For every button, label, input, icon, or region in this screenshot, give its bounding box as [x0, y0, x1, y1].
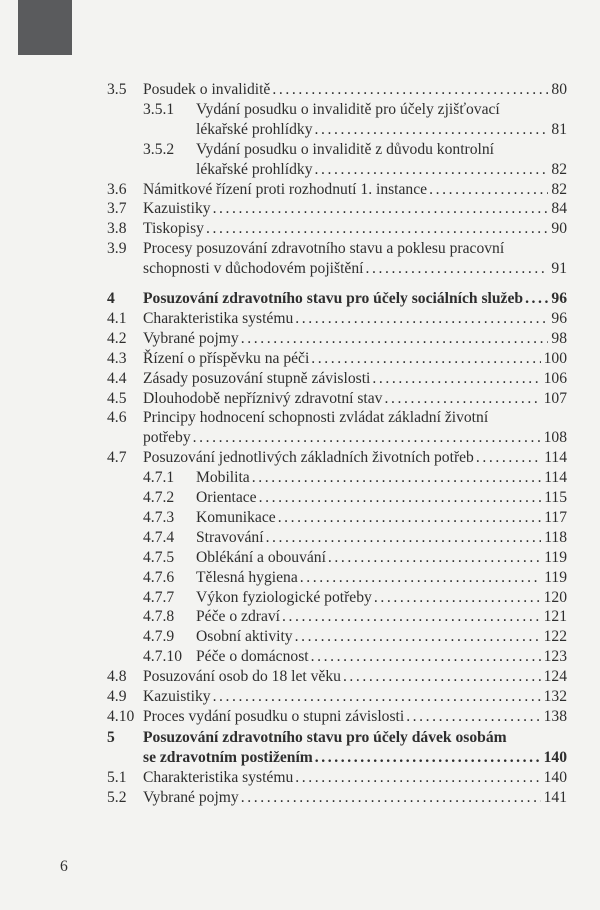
entry-page-number: 96 — [551, 290, 567, 307]
entry-page-number: 82 — [551, 180, 567, 198]
entry-number: 4.6 — [107, 409, 127, 427]
dot-leader — [372, 369, 540, 389]
entry-number: 4.10 — [107, 707, 135, 725]
entry-number: 3.6 — [107, 180, 127, 198]
entry-page-number: 90 — [551, 220, 567, 238]
entry-page-number: 119 — [544, 548, 567, 566]
dot-leader — [241, 329, 549, 349]
entry-title: se zdravotním postižením — [143, 748, 313, 766]
toc-entry — [0, 768, 600, 788]
entry-title: Výkon fyziologické potřeby — [196, 588, 372, 606]
dot-leader — [259, 488, 542, 508]
toc-entry — [0, 329, 600, 349]
entry-title: Zásady posuzování stupně závislosti — [143, 369, 371, 387]
entry-title: Oblékání a obouvání — [196, 548, 326, 566]
dot-leader — [266, 528, 542, 548]
entry-title: Kazuistiky — [143, 200, 211, 218]
dot-leader — [311, 349, 540, 369]
entry-title: Proces vydání posudku o stupni závislosti — [143, 707, 405, 725]
dot-leader — [252, 468, 541, 488]
entry-title: lékařské prohlídky — [196, 120, 313, 138]
entry-number: 4.8 — [107, 668, 127, 686]
page-corner-mark — [18, 0, 72, 55]
toc-entry — [0, 627, 600, 647]
entry-title: Péče o zdraví — [196, 608, 280, 626]
toc-entry — [0, 528, 600, 548]
entry-page-number: 124 — [543, 668, 567, 686]
dot-leader — [343, 667, 541, 687]
entry-title: Posuzování zdravotního stavu pro účely sociálních služeb — [143, 290, 524, 307]
dot-leader — [315, 160, 549, 180]
entry-number: 4.7.6 — [143, 568, 175, 586]
toc-entry — [0, 160, 600, 180]
entry-page-number: 80 — [551, 81, 567, 98]
toc-entry — [0, 180, 600, 200]
entry-number: 4.7.4 — [143, 528, 175, 546]
entry-page-number: 100 — [543, 349, 567, 367]
dot-leader — [295, 768, 540, 788]
dot-leader — [374, 588, 541, 608]
entry-page-number: 138 — [543, 707, 567, 725]
dot-leader — [328, 548, 541, 568]
toc-entry — [0, 448, 600, 468]
entry-title: Vybrané pojmy — [143, 788, 239, 806]
toc-entry — [0, 219, 600, 239]
entry-number: 4.1 — [107, 309, 127, 327]
entry-title: Tiskopisy — [143, 220, 204, 238]
entry-title: Komunikace — [196, 508, 276, 526]
toc-entry — [0, 120, 600, 140]
entry-page-number: 114 — [544, 449, 567, 467]
toc-entry — [0, 140, 600, 160]
dot-leader — [476, 448, 541, 468]
entry-page-number: 117 — [544, 508, 567, 526]
page-number: 6 — [60, 858, 68, 875]
toc-entry — [0, 428, 600, 448]
entry-page-number: 106 — [543, 369, 567, 387]
dot-leader — [213, 687, 541, 707]
entry-page-number: 91 — [551, 260, 567, 278]
entry-number: 5.2 — [107, 788, 127, 806]
entry-page-number: 81 — [551, 120, 567, 138]
toc-chapter-entry — [0, 289, 600, 309]
toc-entry — [0, 788, 600, 808]
entry-number: 5 — [107, 729, 115, 746]
toc-chapter-entry — [0, 728, 600, 748]
entry-page-number: 96 — [551, 309, 567, 327]
toc-entry — [0, 588, 600, 608]
entry-page-number: 114 — [544, 469, 567, 487]
entry-title: Tělesná hygiena — [196, 568, 298, 586]
entry-title: lékařské prohlídky — [196, 160, 313, 178]
dot-leader — [406, 707, 540, 727]
entry-title: Posuzování osob do 18 let věku — [143, 668, 341, 686]
entry-number: 4.7.9 — [143, 628, 175, 646]
dot-leader — [241, 788, 541, 808]
dot-leader — [315, 748, 541, 768]
toc-entry — [0, 259, 600, 279]
entry-title: Posuzování jednotlivých základních životních potřeb — [143, 449, 474, 467]
dot-leader — [213, 199, 549, 219]
toc-entry — [0, 667, 600, 687]
toc-entry — [0, 607, 600, 627]
entry-page-number: 118 — [544, 528, 567, 546]
entry-page-number: 132 — [543, 688, 567, 705]
entry-page-number: 123 — [543, 648, 567, 666]
dot-leader — [311, 647, 541, 667]
entry-page-number: 140 — [543, 768, 567, 786]
entry-number: 3.5.2 — [143, 140, 175, 158]
toc-entry — [0, 369, 600, 389]
entry-number: 4.7.2 — [143, 489, 175, 506]
entry-title: Dlouhodobě nepříznivý zdravotní stav — [143, 389, 383, 407]
entry-title: schopnosti v důchodovém pojištění — [143, 260, 364, 278]
entry-number: 4.7.8 — [143, 608, 175, 626]
entry-number: 4.4 — [107, 369, 127, 387]
entry-title: Vydání posudku o invaliditě z důvodu kontrolní — [196, 140, 494, 158]
dot-leader — [300, 568, 541, 588]
entry-title: potřeby — [143, 429, 191, 447]
entry-page-number: 141 — [543, 788, 567, 806]
toc-entry — [0, 488, 600, 508]
entry-title: Osobní aktivity — [196, 628, 293, 646]
entry-page-number: 120 — [543, 588, 567, 606]
toc-entry — [0, 647, 600, 667]
toc-entry — [0, 408, 600, 428]
entry-number: 3.5 — [107, 81, 127, 98]
entry-number: 4.7.10 — [143, 648, 182, 666]
toc-entry — [0, 568, 600, 588]
entry-number: 4.7.3 — [143, 508, 175, 526]
dot-leader — [295, 627, 541, 647]
entry-page-number: 107 — [543, 389, 567, 407]
entry-number: 4.3 — [107, 349, 127, 367]
toc-entry — [0, 468, 600, 488]
entry-number: 4.7.7 — [143, 588, 175, 606]
toc-entry — [0, 548, 600, 568]
toc-entry — [0, 239, 600, 259]
dot-leader — [282, 607, 541, 627]
entry-title: Péče o domácnost — [196, 648, 309, 666]
entry-page-number: 121 — [543, 608, 567, 626]
entry-title: Vybrané pojmy — [143, 329, 239, 347]
entry-title: Orientace — [196, 489, 257, 506]
entry-number: 4.5 — [107, 389, 127, 407]
dot-leader — [278, 508, 542, 528]
dot-leader — [193, 428, 541, 448]
toc-chapter-entry — [0, 748, 600, 768]
entry-page-number: 108 — [543, 429, 567, 447]
toc-entry — [0, 707, 600, 727]
dot-leader — [384, 389, 540, 409]
entry-number: 3.7 — [107, 200, 127, 218]
entry-number: 4.9 — [107, 688, 127, 705]
entry-title: Principy hodnocení schopnosti zvládat základní životní — [143, 409, 489, 427]
entry-title: Námitkové řízení proti rozhodnutí 1. instance — [143, 180, 428, 198]
entry-page-number: 119 — [544, 568, 567, 586]
dot-leader — [365, 259, 548, 279]
entry-number: 5.1 — [107, 768, 127, 786]
entry-title: Řízení o příspěvku na péči — [143, 349, 310, 367]
dot-leader — [525, 289, 548, 309]
toc-entry — [0, 389, 600, 409]
entry-page-number: 140 — [543, 748, 567, 766]
toc-entry — [0, 199, 600, 219]
entry-number: 4 — [107, 290, 115, 307]
entry-number: 3.8 — [107, 220, 127, 238]
dot-leader — [206, 219, 548, 239]
toc-entry — [0, 80, 600, 100]
entry-number: 4.7.5 — [143, 548, 175, 566]
entry-page-number: 115 — [544, 489, 567, 506]
entry-title: Stravování — [196, 528, 264, 546]
entry-number: 4.2 — [107, 329, 127, 347]
entry-page-number: 98 — [551, 329, 567, 347]
dot-leader — [429, 180, 548, 200]
dot-leader — [315, 120, 549, 140]
entry-title: Posudek o invaliditě — [143, 81, 271, 98]
entry-title: Procesy posuzování zdravotního stavu a poklesu pracovní — [143, 240, 505, 258]
toc-entry — [0, 508, 600, 528]
entry-number: 3.9 — [107, 240, 127, 258]
entry-number: 4.7.1 — [143, 469, 175, 487]
entry-page-number: 122 — [543, 628, 567, 646]
entry-title: Charakteristika systému — [143, 768, 294, 786]
dot-leader — [272, 80, 548, 100]
entry-number: 4.7 — [107, 449, 127, 467]
entry-title: Posuzování zdravotního stavu pro účely dávek osobám — [143, 729, 507, 746]
dot-leader — [295, 309, 548, 329]
toc-entry — [0, 100, 600, 120]
toc-entry — [0, 349, 600, 369]
toc-entry — [0, 687, 600, 707]
entry-page-number: 82 — [551, 160, 567, 178]
entry-title: Kazuistiky — [143, 688, 211, 705]
entry-page-number: 84 — [551, 200, 567, 218]
toc-entry — [0, 309, 600, 329]
entry-title: Mobilita — [196, 469, 250, 487]
entry-title: Charakteristika systému — [143, 309, 294, 327]
entry-number: 3.5.1 — [143, 100, 175, 118]
entry-title: Vydání posudku o invaliditě pro účely zjišťovací — [196, 100, 500, 118]
